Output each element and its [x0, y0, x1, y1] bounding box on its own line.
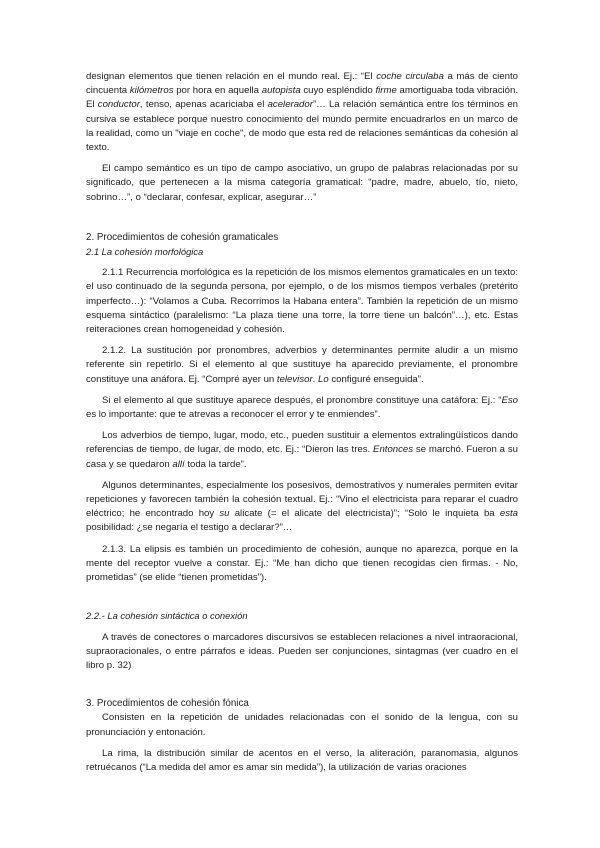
section-heading-grammatical: 2. Procedimientos de cohesión gramaticales	[86, 231, 279, 243]
paragraph-connectors: A través de conectores o marcadores discursivos se establecen relaciones a nivel intraoracional, supraoracionales, o entre párrafos e ideas. Pueden ser conjunciones, sintagmas (ver cuadro en el libro p. 32)	[86, 631, 518, 671]
section-heading-phonic: 3. Procedimientos de cohesión fónica	[86, 698, 249, 710]
paragraph-rhyme: La rima, la distribución similar de acentos en el verso, la aliteración, paranomasia, algunos retruécanos (“La medida del amor es amar sin medida”), la utilización de varias oraciones	[86, 747, 518, 773]
paragraph-ellipsis: 2.1.3. La elipsis es también un procedimiento de cohesión, aunque no aparezca, porque en la mente del receptor vuelve a constar. Ej.: “Me han dicho que tienen recogidas cien firmas. - No, prometidas” (se elide “tienen prometidas”).	[86, 543, 518, 584]
paragraph-cataphora: Si el elemento al que sustituye aparece después, el pronombre constituye una catáfora: Ej.: “Eso es lo importante: que te atrevas a reconocer el error y te enmiendes”.	[86, 394, 518, 421]
subsection-heading-syntactic: 2.2.- La cohesión sintáctica o conexión	[86, 610, 248, 622]
paragraph-adverbs: Los adverbios de tiempo, lugar, modo, etc., pueden sustituir a elementos extralingüísticos dando referencias de tiempo, de lugar, de modo, etc. Ej.: “Dieron las tres. Entonces se marchó. Fueron a su casa y se quedaron allí toda la tarde”.	[86, 430, 518, 470]
paragraph-semantic-network: designan elementos que tienen relación en el mundo real. Ej.: “El coche circulaba a más de ciento cincuenta kilómetros por hora en aquella autopista cuyo espléndido firme amortiguaba toda vibración. El conductor, tenso, apenas acariciaba el acelerador”… La relación semántica entre los términos en cursiva se establece porque nuestro conocimiento del mundo permite encuadrarlos en un marco de la realidad, como un "viaje en coche", de modo que esta red de relaciones semánticas da cohesión al texto.	[86, 71, 519, 154]
paragraph-substitution: 2.1.2. La sustitución por pronombres, adverbios y determinantes permite aludir a un mismo referente sin repetirlo. Si el elemento al que sustituye ha aparecido previamente, el pronombre constituye una anáfora. Ej. “Compré ayer un televisor. Lo configuré enseguida”.	[86, 345, 518, 385]
subsection-heading-morphological: 2.1 La cohesión morfológica	[86, 246, 204, 258]
paragraph-morphological-recurrence: 2.1.1 Recurrencia morfológica es la repetición de los mismos elementos gramaticales en un texto: el uso continuado de la segunda persona, por ejemplo, o de los mismos tiempos verbales (pretérito imperfecto…): “Volamos a Cuba. Recorrimos la Habana entera”. También la repetición de un mismo esquema sintáctico (paralelismo: “La plaza tiene una torre, la torre tiene un balcón”…), etc. Estas reiteraciones crean homogeneidad y cohesión.	[86, 267, 518, 336]
paragraph-phonic-definition: Consisten en la repetición de unidades relacionadas con el sonido de la lengua, con su pronunciación y entonación.	[86, 712, 518, 738]
document-body	[86, 70, 518, 775]
paragraph-determiners: Algunos determinantes, especialmente los posesivos, demostrativos y numerales permiten evitar repeticiones y favorecen también la cohesión textual. Ej.: “Vino el electricista para reparar el cuadro eléctrico; he encontrado hoy su alicate (= el alicate del electricista)”; “Solo le inquieta ba esta posibilidad: ¿se negaría el testigo a declarar?”…	[86, 479, 518, 534]
paragraph-semantic-field: El campo semántico es un tipo de campo asociativo, un grupo de palabras relacionadas por su significado, que pertenecen a la misma categoría gramatical: “padre, madre, abuelo, tío, nieto, sobrino…”, o “declarar, confesar, explicar, asegurar…”	[86, 163, 518, 203]
